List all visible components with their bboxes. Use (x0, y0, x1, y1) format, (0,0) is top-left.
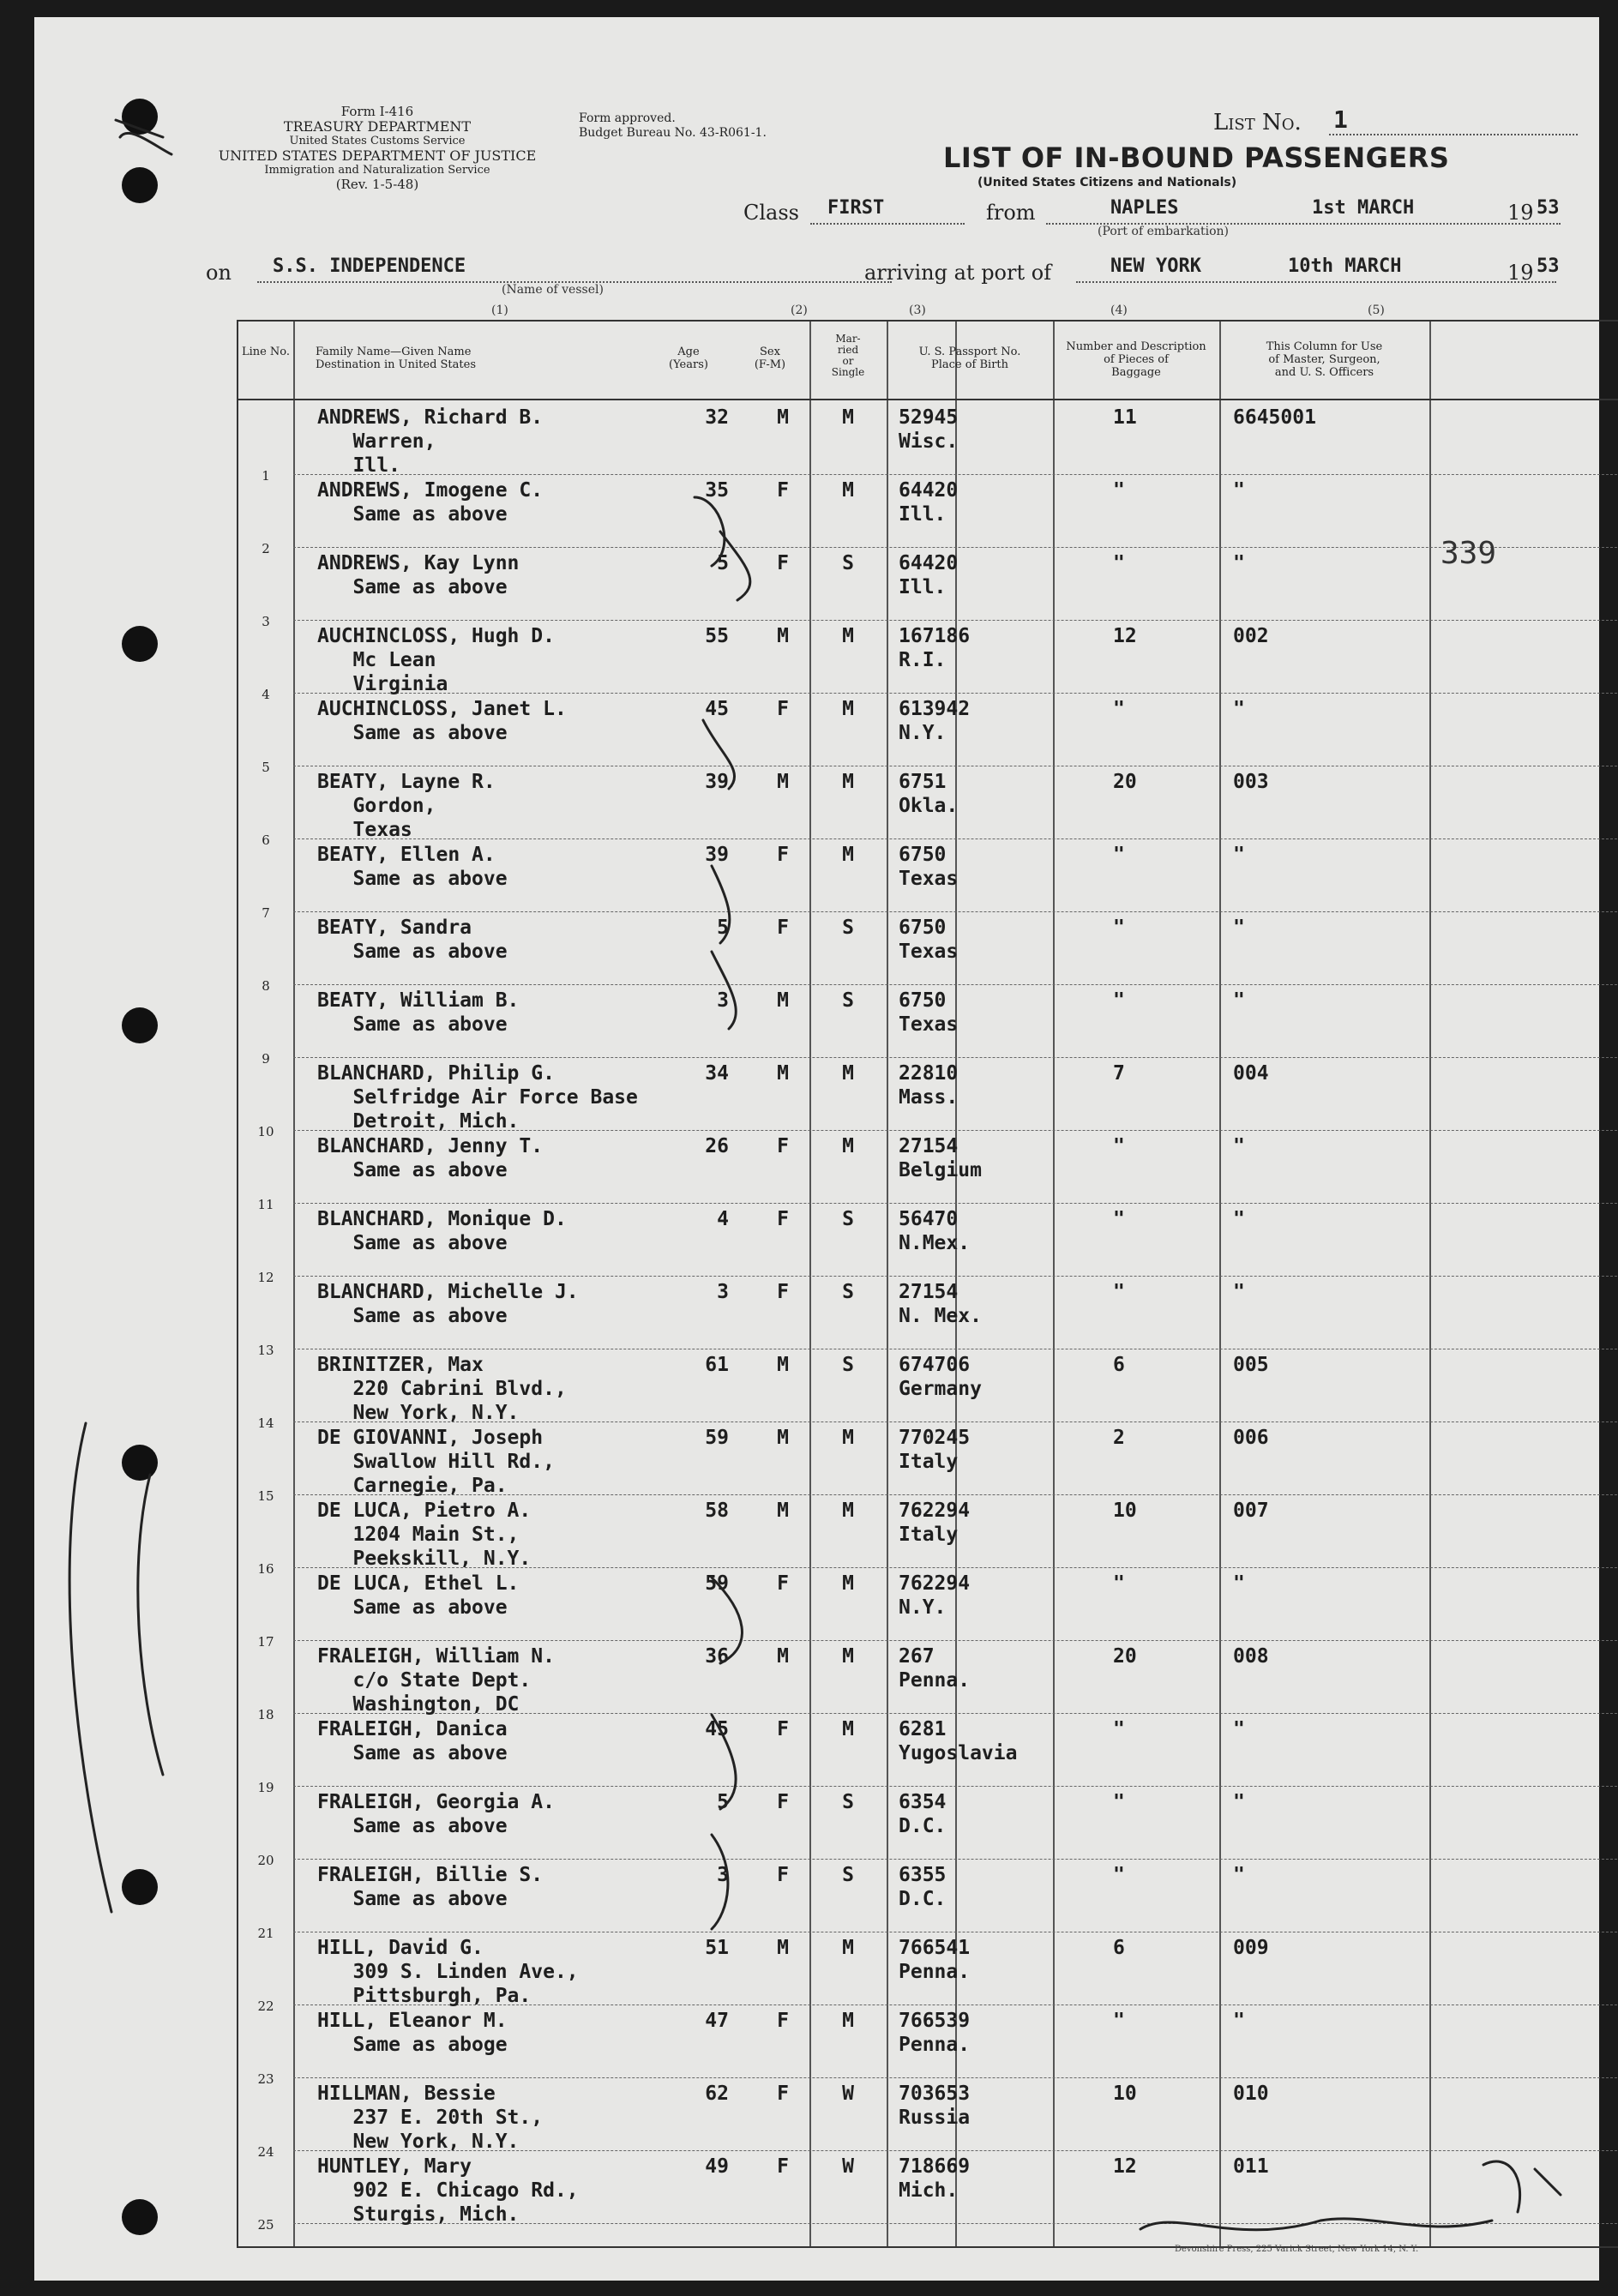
cell-line-no: 12 (257, 1270, 274, 1285)
cell-officer: " (1233, 1281, 1245, 1303)
cell-name: BLANCHARD, Michelle J. Same as above (317, 1281, 579, 1327)
arrival-date: 10th MARCH (1288, 255, 1402, 277)
cell-age: 5 (717, 917, 729, 939)
page-title: LIST OF IN-BOUND PASSENGERS (943, 141, 1450, 174)
cell-baggage: " (1113, 1135, 1125, 1157)
cell-passport: 267 Penna. (899, 1645, 971, 1692)
vessel-name: S.S. INDEPENDENCE (273, 255, 466, 277)
cell-sex: F (777, 479, 789, 502)
cell-passport: 6750 Texas (899, 844, 959, 890)
cell-married: S (842, 1791, 854, 1813)
cell-officer: 008 (1233, 1645, 1269, 1668)
header-sex: Sex (F-M) (754, 346, 786, 371)
cell-age: 49 (705, 2155, 729, 2178)
cell-passport: 6750 Texas (899, 917, 959, 963)
cell-passport: 718669 Mich. (899, 2155, 971, 2202)
cell-name: FRALEIGH, Georgia A. Same as above (317, 1791, 555, 1837)
cell-baggage: " (1113, 844, 1125, 866)
cell-sex: F (777, 1791, 789, 1813)
cell-passport: 64420 Ill. (899, 552, 959, 598)
cell-passport: 6355 D.C. (899, 1864, 947, 1910)
cell-age: 3 (717, 1864, 729, 1886)
class-value: FIRST (827, 197, 885, 219)
cell-age: 39 (705, 844, 729, 866)
cell-name: HILL, Eleanor M. Same as aboge (317, 2010, 508, 2056)
cell-age: 47 (705, 2010, 729, 2032)
cell-passport: 52945 Wisc. (899, 406, 959, 453)
cell-officer: " (1233, 917, 1245, 939)
treasury-department: TREASURY DEPARTMENT (283, 118, 472, 135)
handwriting-margin-mark (138, 1475, 163, 1775)
cell-officer: 009 (1233, 1937, 1269, 1959)
budget-bureau: Budget Bureau No. 43-R061-1. (579, 126, 767, 140)
cell-line-no: 17 (257, 1634, 274, 1650)
cell-married: S (842, 1208, 854, 1230)
cell-officer: 003 (1233, 771, 1269, 793)
column-number-5: (5) (1368, 304, 1385, 317)
cell-officer: 006 (1233, 1427, 1269, 1449)
handwriting-mark (1483, 2161, 1561, 2212)
cell-married: W (842, 2083, 854, 2105)
cell-sex: F (777, 1135, 789, 1157)
cell-sex: M (777, 1500, 789, 1522)
cell-name: DE GIOVANNI, Joseph Swallow Hill Rd., Carnegie, Pa. (317, 1427, 555, 1497)
cell-age: 3 (717, 1281, 729, 1303)
cell-name: DE LUCA, Ethel L. Same as above (317, 1572, 520, 1619)
cell-baggage: 7 (1113, 1062, 1125, 1085)
cell-officer: " (1233, 1208, 1245, 1230)
cell-married: M (842, 406, 854, 429)
cell-age: 3 (717, 989, 729, 1012)
cell-age: 58 (705, 1500, 729, 1522)
cell-baggage: " (1113, 698, 1125, 720)
cell-married: S (842, 917, 854, 939)
cell-married: M (842, 1500, 854, 1522)
cell-line-no: 8 (262, 978, 270, 994)
cell-line-no: 11 (257, 1197, 274, 1212)
cell-sex: F (777, 1718, 789, 1740)
cell-baggage: 10 (1113, 2083, 1137, 2105)
form-approved: Form approved. (579, 111, 676, 125)
cell-sex: M (777, 1937, 789, 1959)
cell-name: ANDREWS, Richard B. Warren, Ill. (317, 406, 544, 477)
cell-age: 35 (705, 479, 729, 502)
cell-age: 59 (705, 1572, 729, 1595)
printer-imprint: Devonshire Press, 225 Varick Street, New York 14, N. Y. (1175, 2245, 1419, 2254)
cell-sex: F (777, 1864, 789, 1886)
cell-sex: F (777, 2010, 789, 2032)
cell-line-no: 25 (257, 2217, 274, 2233)
cell-name: FRALEIGH, William N. c/o State Dept. Washington, DC (317, 1645, 555, 1716)
cell-officer: 6645001 (1233, 406, 1316, 429)
cell-line-no: 19 (257, 1780, 274, 1795)
cell-passport: 770245 Italy (899, 1427, 971, 1473)
port-of-embarkation-note: (Port of embarkation) (1098, 225, 1229, 238)
cell-baggage: " (1113, 1791, 1125, 1813)
cell-married: M (842, 625, 854, 647)
document-page (34, 17, 1599, 2281)
cell-passport: 674706 Germany (899, 1354, 982, 1400)
cell-sex: F (777, 2083, 789, 2105)
cell-passport: 766539 Penna. (899, 2010, 971, 2056)
cell-line-no: 10 (257, 1124, 274, 1139)
column-number-3: (3) (909, 304, 926, 317)
cell-age: 5 (717, 552, 729, 574)
cell-passport: 27154 N. Mex. (899, 1281, 982, 1327)
year-prefix: 19 (1507, 201, 1534, 225)
cell-age: 36 (705, 1645, 729, 1668)
cell-passport: 762294 N.Y. (899, 1572, 971, 1619)
cell-married: S (842, 552, 854, 574)
cell-baggage: 12 (1113, 625, 1137, 647)
cell-sex: F (777, 844, 789, 866)
from-label: from (986, 201, 1036, 225)
cell-line-no: 6 (262, 832, 270, 848)
vessel-note: (Name of vessel) (502, 283, 604, 297)
cell-sex: F (777, 1572, 789, 1595)
header-age: Age (Years) (669, 346, 708, 371)
cell-passport: 22810 Mass. (899, 1062, 959, 1109)
cell-line-no: 13 (257, 1343, 274, 1358)
cell-officer: " (1233, 1572, 1245, 1595)
arrival-year-prefix: 19 (1507, 261, 1534, 285)
cell-line-no: 7 (262, 905, 270, 921)
page-subtitle: (United States Citizens and Nationals) (977, 176, 1237, 189)
cell-passport: 6354 D.C. (899, 1791, 947, 1837)
cell-age: 5 (717, 1791, 729, 1813)
cell-baggage: 12 (1113, 2155, 1137, 2178)
cell-baggage: " (1113, 1864, 1125, 1886)
cell-name: HILL, David G. 309 S. Linden Ave., Pittsburgh, Pa. (317, 1937, 579, 2007)
cell-passport: 6751 Okla. (899, 771, 959, 817)
cell-sex: F (777, 552, 789, 574)
cell-officer: 004 (1233, 1062, 1269, 1085)
column-number-4: (4) (1110, 304, 1128, 317)
cell-officer: " (1233, 479, 1245, 502)
cell-married: M (842, 479, 854, 502)
cell-married: M (842, 2010, 854, 2032)
cell-baggage: " (1113, 552, 1125, 574)
cell-officer: " (1233, 989, 1245, 1012)
cell-officer: " (1233, 698, 1245, 720)
cell-officer: " (1233, 2010, 1245, 2032)
cell-officer: 007 (1233, 1500, 1269, 1522)
cell-name: BEATY, Sandra Same as above (317, 917, 508, 963)
cell-line-no: 1 (262, 468, 270, 484)
cell-line-no: 4 (262, 687, 270, 702)
on-label: on (206, 261, 232, 285)
cell-married: S (842, 1864, 854, 1886)
list-number-value: 1 (1333, 105, 1348, 134)
cell-name: FRALEIGH, Billie S. Same as above (317, 1864, 544, 1910)
cell-line-no: 5 (262, 760, 270, 775)
column-number-1: (1) (491, 304, 508, 317)
cell-baggage: " (1113, 1281, 1125, 1303)
cell-married: S (842, 989, 854, 1012)
cell-age: 59 (705, 1427, 729, 1449)
cell-passport: 762294 Italy (899, 1500, 971, 1546)
cell-passport: 703653 Russia (899, 2083, 971, 2129)
cell-baggage: 11 (1113, 406, 1137, 429)
signature-mark (1140, 2219, 1492, 2230)
cell-sex: M (777, 771, 789, 793)
header-baggage: Number and Description of Pieces of Baggage (1066, 340, 1206, 379)
cell-married: M (842, 698, 854, 720)
cell-name: ANDREWS, Kay Lynn Same as above (317, 552, 520, 598)
cell-sex: M (777, 1645, 789, 1668)
cell-baggage: 10 (1113, 1500, 1137, 1522)
cell-age: 26 (705, 1135, 729, 1157)
cell-line-no: 16 (257, 1561, 274, 1577)
cell-age: 51 (705, 1937, 729, 1959)
cell-sex: F (777, 698, 789, 720)
cell-sex: M (777, 989, 789, 1012)
cell-line-no: 23 (257, 2071, 274, 2087)
cell-sex: F (777, 1281, 789, 1303)
cell-baggage: " (1113, 2010, 1125, 2032)
header-married: Mar- ried or Single (831, 333, 865, 378)
cell-line-no: 21 (257, 1926, 274, 1941)
cell-married: W (842, 2155, 854, 2178)
header-name: Family Name—Given Name Destination in United States (316, 346, 476, 371)
handwriting-mark (695, 497, 750, 600)
cell-age: 39 (705, 771, 729, 793)
cell-officer: 005 (1233, 1354, 1269, 1376)
cell-officer: 010 (1233, 2083, 1269, 2105)
cell-age: 55 (705, 625, 729, 647)
cell-name: AUCHINCLOSS, Hugh D. Mc Lean Virginia (317, 625, 555, 695)
cell-line-no: 9 (262, 1051, 270, 1067)
cell-line-no: 15 (257, 1488, 274, 1504)
handwriting-margin-mark (69, 1423, 111, 1912)
cell-officer: " (1233, 1718, 1245, 1740)
cell-baggage: 6 (1113, 1937, 1125, 1959)
header-officers: This Column for Use of Master, Surgeon, and U. S. Officers (1266, 340, 1383, 379)
immigration-service: Immigration and Naturalization Service (264, 164, 490, 177)
cell-baggage: 20 (1113, 1645, 1137, 1668)
customs-service: United States Customs Service (289, 135, 466, 147)
cell-baggage: " (1113, 989, 1125, 1012)
cell-line-no: 3 (262, 614, 270, 629)
justice-department: UNITED STATES DEPARTMENT OF JUSTICE (218, 147, 537, 164)
cell-age: 34 (705, 1062, 729, 1085)
cell-name: BLANCHARD, Philip G. Selfridge Air Force Base Detroit, Mich. (317, 1062, 638, 1133)
cell-passport: 613942 N.Y. (899, 698, 971, 744)
from-value: NAPLES (1110, 197, 1179, 219)
cell-married: M (842, 1572, 854, 1595)
departure-year: 53 (1537, 197, 1560, 219)
cell-baggage: 20 (1113, 771, 1137, 793)
cell-officer: " (1233, 1791, 1245, 1813)
cell-sex: M (777, 625, 789, 647)
cell-line-no: 14 (257, 1415, 274, 1431)
cell-line-no: 18 (257, 1707, 274, 1722)
cell-baggage: " (1113, 479, 1125, 502)
cell-passport: 6281 Yugoslavia (899, 1718, 1018, 1764)
stamp-number: 339 (1441, 536, 1497, 571)
cell-line-no: 2 (262, 541, 270, 556)
arriving-label: arriving at port of (864, 261, 1052, 285)
cell-name: BEATY, Layne R. Gordon, Texas (317, 771, 496, 841)
cell-married: S (842, 1281, 854, 1303)
cell-married: M (842, 1135, 854, 1157)
header-line-no: Line No. (241, 346, 291, 358)
cell-married: M (842, 1427, 854, 1449)
cell-officer: " (1233, 1864, 1245, 1886)
handwriting-margin-mark (116, 120, 171, 154)
cell-line-no: 24 (257, 2144, 274, 2160)
cell-name: ANDREWS, Imogene C. Same as above (317, 479, 544, 526)
cell-name: BEATY, Ellen A. Same as above (317, 844, 508, 890)
cell-name: DE LUCA, Pietro A. 1204 Main St., Peekskill, N.Y. (317, 1500, 532, 1570)
cell-married: S (842, 1354, 854, 1376)
cell-age: 32 (705, 406, 729, 429)
cell-name: AUCHINCLOSS, Janet L. Same as above (317, 698, 567, 744)
cell-passport: 6750 Texas (899, 989, 959, 1036)
cell-age: 4 (717, 1208, 729, 1230)
cell-baggage: 6 (1113, 1354, 1125, 1376)
cell-line-no: 20 (257, 1853, 274, 1868)
list-number-label: List No. (1213, 110, 1302, 135)
cell-passport: 56470 N.Mex. (899, 1208, 971, 1254)
cell-name: HILLMAN, Bessie 237 E. 20th St., New York, N.Y. (317, 2083, 544, 2153)
handwriting-mark (703, 720, 736, 1029)
cell-line-no: 22 (257, 1998, 274, 2014)
cell-sex: M (777, 1354, 789, 1376)
form-revision: (Rev. 1-5-48) (335, 177, 419, 192)
cell-baggage: " (1113, 1572, 1125, 1595)
cell-age: 45 (705, 1718, 729, 1740)
handwriting-mark (712, 1578, 742, 1929)
arrival-year: 53 (1537, 255, 1560, 277)
cell-officer: 011 (1233, 2155, 1269, 2178)
cell-officer: " (1233, 844, 1245, 866)
cell-officer: 002 (1233, 625, 1269, 647)
cell-passport: 167186 R.I. (899, 625, 971, 671)
form-number: Form I-416 (340, 104, 414, 119)
cell-sex: M (777, 406, 789, 429)
cell-name: BEATY, William B. Same as above (317, 989, 520, 1036)
cell-baggage: " (1113, 917, 1125, 939)
cell-baggage: " (1113, 1718, 1125, 1740)
cell-name: FRALEIGH, Danica Same as above (317, 1718, 508, 1764)
cell-sex: M (777, 1427, 789, 1449)
cell-name: HUNTLEY, Mary 902 E. Chicago Rd., Sturgis, Mich. (317, 2155, 579, 2226)
cell-married: M (842, 1062, 854, 1085)
cell-married: M (842, 844, 854, 866)
cell-name: BRINITZER, Max 220 Cabrini Blvd., New York, N.Y. (317, 1354, 567, 1424)
cell-sex: F (777, 917, 789, 939)
cell-age: 61 (705, 1354, 729, 1376)
class-label: Class (743, 201, 799, 225)
cell-married: M (842, 1937, 854, 1959)
cell-baggage: " (1113, 1208, 1125, 1230)
cell-officer: " (1233, 1135, 1245, 1157)
cell-name: BLANCHARD, Monique D. Same as above (317, 1208, 567, 1254)
cell-sex: F (777, 2155, 789, 2178)
arrival-port: NEW YORK (1110, 255, 1201, 277)
cell-age: 62 (705, 2083, 729, 2105)
handwriting-overlay (34, 17, 1599, 2281)
cell-married: M (842, 771, 854, 793)
cell-passport: 766541 Penna. (899, 1937, 971, 1983)
cell-officer: " (1233, 552, 1245, 574)
header-passport: U. S. Passport No. Place of Birth (918, 346, 1021, 371)
column-number-2: (2) (791, 304, 808, 317)
cell-passport: 27154 Belgium (899, 1135, 982, 1181)
cell-age: 45 (705, 698, 729, 720)
cell-passport: 64420 Ill. (899, 479, 959, 526)
cell-married: M (842, 1718, 854, 1740)
departure-date: 1st MARCH (1312, 197, 1415, 219)
cell-baggage: 2 (1113, 1427, 1125, 1449)
cell-sex: M (777, 1062, 789, 1085)
cell-name: BLANCHARD, Jenny T. Same as above (317, 1135, 544, 1181)
cell-sex: F (777, 1208, 789, 1230)
cell-married: M (842, 1645, 854, 1668)
